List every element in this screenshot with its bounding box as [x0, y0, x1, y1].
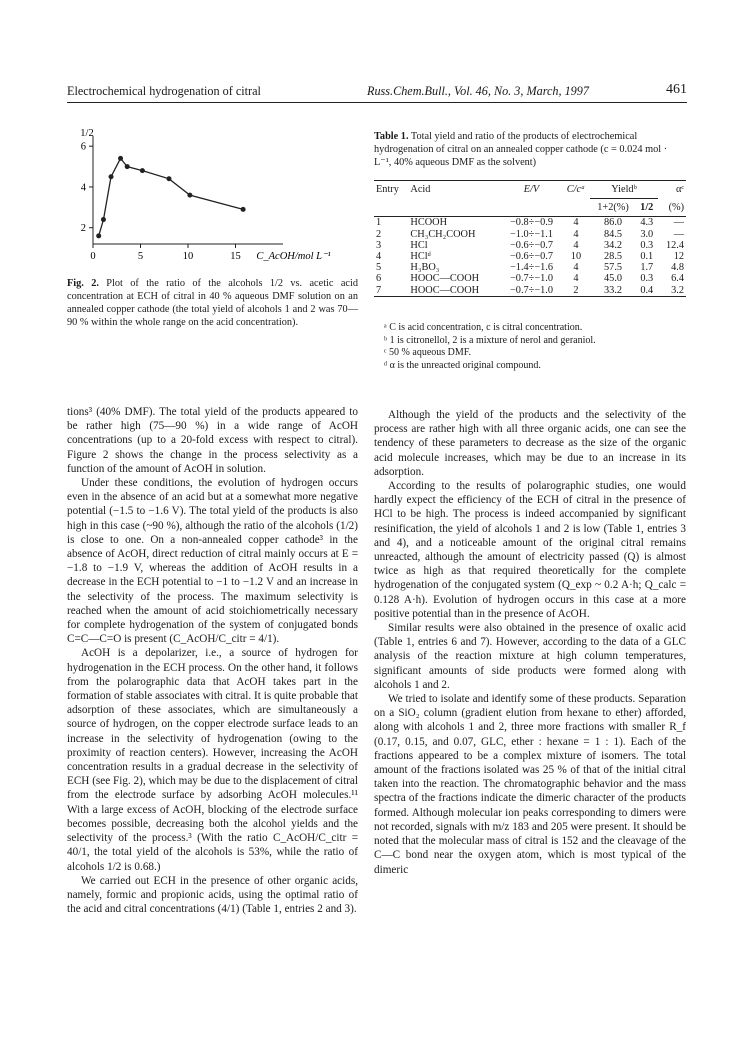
table-cell: 4	[376, 251, 382, 263]
table-cell: 5	[376, 262, 382, 274]
body-paragraph: Under these conditions, the evolution of hydrogen occurs even in the absence of an acid but at a somewhat more negative potential (−1.5 to −1.6 V). The total yield of the products is also high in this case (~90 %), although the ratio of the alcohols (1/2) is close to one. On a non-annealed copper cathode³ in the absence of AcOH, direct reduction of citral mainly occurs at E = −1.8 to −1.9 V, whereas the addition of AcOH results in a decrease in the ECH potential to −1 to −1.2 V and an increase in the selectivity of the process. The maximum selectivity is reached when the amount of acid stoichiometrically necessary for complete hydrogenation of the system of conjugated bonds C=C—C=O is present (C_AcOH/C_citr = 4/1).	[67, 477, 358, 646]
table-cell: 6.4	[671, 273, 684, 285]
data-point	[125, 164, 130, 169]
th-ratio: C/cᵃ	[566, 184, 586, 196]
header-rule	[67, 102, 687, 103]
body-paragraph: We carried out ECH in the presence of other organic acids, namely, formic and propionic acids, using the optimal ratio of the acid and citral concentrations (4/1) (Table 1, entries 2 and 3).	[67, 874, 358, 916]
data-point	[241, 207, 246, 212]
table-cell: −0.7÷−1.0	[510, 284, 554, 296]
table-cell: 2	[573, 284, 579, 296]
table-row	[374, 285, 686, 297]
table-footnote: ᵃ C is acid concentration, c is citral concentration.	[384, 322, 583, 333]
y-axis-label: 1/2	[80, 128, 94, 139]
table-cell: 86.0	[604, 217, 623, 229]
table-cell: HOOC—COOH	[410, 284, 480, 296]
table-cell: −1.4÷−1.6	[510, 262, 554, 274]
table-row	[374, 240, 686, 251]
table-cell: 0.4	[640, 284, 654, 296]
data-point	[118, 156, 123, 161]
x-tick-label: 10	[182, 251, 194, 262]
table-footnote: ᶜ 50 % aqueous DMF.	[384, 347, 472, 359]
table-row	[374, 251, 686, 262]
table-cell: 3.2	[671, 284, 684, 296]
th-entry: Entry	[376, 184, 399, 196]
table-cell: HClᵈ	[410, 251, 431, 263]
th-acid: Acid	[410, 184, 431, 196]
th-alpha: αᶜ	[675, 184, 684, 196]
table-cell: HCOOH	[410, 217, 448, 229]
right-column-text	[374, 408, 686, 877]
header-article-title: Electrochemical hydrogenation of citral	[67, 84, 261, 98]
table-footnote: ᵇ 1 is citronellol, 2 is a mixture of nerol and geraniol.	[384, 334, 596, 346]
table-cell: 45.0	[604, 273, 623, 285]
table-cell: 4	[573, 217, 579, 229]
body-paragraph: Similar results were also obtained in the presence of oxalic acid (Table 1, entries 6 and 7). However, according to the data of a GLC analysis of the reaction mixture at high column temperatures, significant amounts of side products were formed along with alcohols 1 and 2.	[374, 622, 686, 691]
body-paragraph: tions³ (40% DMF). The total yield of the products appeared to be rather high (75—90 %) in a wide range of AcOH concentrations (up to a 20-fold excess with respect to citral). Figure 2 shows the change in the process selectivity as a function of the amount of AcOH in solution.	[67, 406, 358, 475]
table-row	[374, 229, 686, 240]
data-point	[187, 193, 192, 198]
body-paragraph: AcOH is a depolarizer, i.e., a source of hydrogen for hydrogenation in the ECH process. On the other hand, it follows from the polarographic data that AcOH takes part in the formation of stable associates with citral. It is quite probable that adsorption of these associates, which are simultaneously a source of hydrogen, on the copper electrode surface leads to an increase in the selectivity of hydrogenation (owing to the proximity of reaction centers). However, increasing the AcOH concentration results in a gradual decrease in the selectivity of ECH (see Fig. 2), which may be due to the displacement of citral from the electrode surface by adsorbing AcOH molecules.¹¹ With a large excess of AcOH, blocking of the electrode surface becomes possible, decreasing both the alcohol yields and the selectivity of the process.³ (With the ratio C_AcOH/C_citr = 40/1, the total yield of the alcohols is 53%, while the ratio of alcohols 1/2 is 0.68.)	[67, 647, 358, 873]
table-cell: 6	[376, 273, 382, 285]
table-cell: 4	[573, 273, 579, 285]
running-header	[67, 84, 687, 102]
body-paragraph: Although the yield of the products and the selectivity of the process are rather high with all three organic acids, one can see the tendency of these parameters to decrease as the size of the organic acid molecule increases, which may be due to an increase in its adsorption.	[374, 409, 686, 478]
table-caption-label: Table 1.	[374, 131, 409, 142]
table-cell: 57.5	[604, 262, 623, 274]
table-cell: 12.4	[665, 239, 684, 251]
table-cell: −1.0÷−1.1	[510, 228, 554, 240]
x-axis-label: C_AcOH/mol L⁻¹	[256, 251, 331, 262]
y-tick-label: 2	[80, 223, 86, 235]
data-point	[109, 174, 114, 179]
table-row	[374, 262, 686, 273]
body-paragraph: We tried to isolate and identify some of these products. Separation on a SiO₂ column (gradient elution from hexane to ether) afforded, along with alcohols 1 and 2, three more fractions with smaller R_f (0.17, 0.15, and 0.07, GLC, ether : hexane = 1 : 1). Each of the fractions appeared to be a complex mixture of isomers. The total amount of the fractions isolated was 25 % of that of the initial citral taken into the reaction. The chromatographic behavior and the mass spectra of the fractions indicate the dimeric character of the products formed. Although molecular ion peaks corresponding to dimers were not recorded, signals with m/z 183 and 205 were present. It should be noted that the molecular mass of citral is 152 and the cleavage of the C—C bond near the oxygen atom, which is most typical of the dimeric	[374, 693, 686, 876]
table-cell: 3	[376, 239, 382, 251]
x-tick-label: 0	[90, 251, 96, 262]
table-cell: 33.2	[604, 284, 623, 296]
left-column-text	[67, 405, 358, 916]
table-cell: 4	[573, 262, 579, 274]
table-cell: HCl	[410, 239, 428, 251]
header-journal-citation: Russ.Chem.Bull., Vol. 46, No. 3, March, 1997	[367, 84, 589, 98]
table-cell: −0.6÷−0.7	[510, 251, 554, 263]
table-1	[374, 180, 686, 297]
table-cell: 4	[573, 239, 579, 251]
table-cell: −0.6÷−0.7	[510, 239, 554, 251]
table-cell: 1.7	[640, 262, 654, 274]
data-point	[101, 217, 106, 222]
table-cell: 4.3	[640, 217, 654, 229]
x-tick-label: 5	[137, 251, 144, 262]
table-cell: 4	[573, 228, 579, 240]
table-footnotes	[374, 322, 686, 372]
table-cell: 84.5	[604, 228, 623, 240]
table-cell: −0.8÷−0.9	[510, 217, 554, 229]
table-cell: 34.2	[604, 239, 623, 251]
data-point	[140, 168, 145, 173]
table-cell: 2	[376, 228, 382, 240]
table-cell: 3.0	[640, 228, 654, 240]
table-row	[374, 217, 686, 229]
x-tick-label: 15	[230, 251, 241, 262]
table-cell: HOOC—COOH	[410, 273, 480, 285]
body-paragraph: According to the results of polarographic studies, one would hardly expect the efficiency of the ECH of citral in the presence of HCl to be high. The process is indeed accompanied by significant resinification, the yield of alcohols 1 and 2 is low (Table 1, entries 3 and 4), and a noticeable amount of the original citral remains unreacted, although the amount of electricity passed (Q) is almost twice as high as that required theoretically for the complete hydrogenation of the conjugated system (Q_exp ~ 0.2 A·h; Q_calc = 0.128 A·h). Evolution of hydrogen occurs in this case at a more positive potential than in the presence of AcOH.	[374, 480, 686, 620]
table-cell: 0.1	[640, 251, 654, 263]
figure-caption	[67, 278, 358, 330]
table-cell: 0.3	[640, 239, 654, 251]
y-tick-label: 4	[80, 182, 86, 194]
th-sub-percent: (%)	[668, 201, 684, 213]
table-cell: CH₃CH₂COOH	[410, 228, 476, 240]
series-line	[99, 158, 243, 235]
table-caption-text: Total yield and ratio of the products of electrochemical hydrogenation of citral on an annealed copper cathode (c = 0.024 mol · L⁻¹, 40% aqueous DMF as the solvent)	[374, 131, 668, 168]
table-cell: —	[673, 217, 684, 229]
data-point	[167, 176, 172, 181]
table-cell: 4.8	[671, 262, 684, 274]
th-sub-yield: 1+2(%)	[597, 202, 629, 214]
table-cell: 0.3	[640, 273, 654, 285]
table-row	[374, 273, 686, 284]
table-cell: 10	[570, 251, 582, 263]
data-point	[96, 233, 101, 238]
header-page-number: 461	[666, 82, 687, 97]
table-cell: —	[673, 228, 684, 240]
table-cell: H₃BO₃	[410, 262, 440, 274]
th-yield: Yieldᵇ	[590, 181, 657, 199]
table-cell: 7	[376, 284, 382, 296]
table-cell: 12	[673, 251, 684, 263]
th-sub-ratio: 1/2	[640, 202, 654, 214]
table-cell: −0.7÷−1.0	[510, 273, 554, 285]
table-cell: 1	[376, 217, 382, 229]
y-tick-label: 6	[80, 141, 86, 153]
table-caption	[374, 131, 686, 170]
th-potential: E/V	[523, 184, 540, 196]
figure-2-chart	[67, 128, 358, 274]
table-footnote: ᵈ α is the unreacted original compound.	[384, 359, 541, 371]
figure-caption-text: Plot of the ratio of the alcohols 1/2 vs. acetic acid concentration at ECH of citral in 40 % aqueous DMF solution on an annealed copper cathode (the total yield of alcohols 1 and 2 was 70—90 % within the whole range on the acid concentration).	[67, 278, 358, 328]
table-cell: 28.5	[604, 251, 623, 263]
figure-caption-label: Fig. 2.	[67, 278, 99, 289]
